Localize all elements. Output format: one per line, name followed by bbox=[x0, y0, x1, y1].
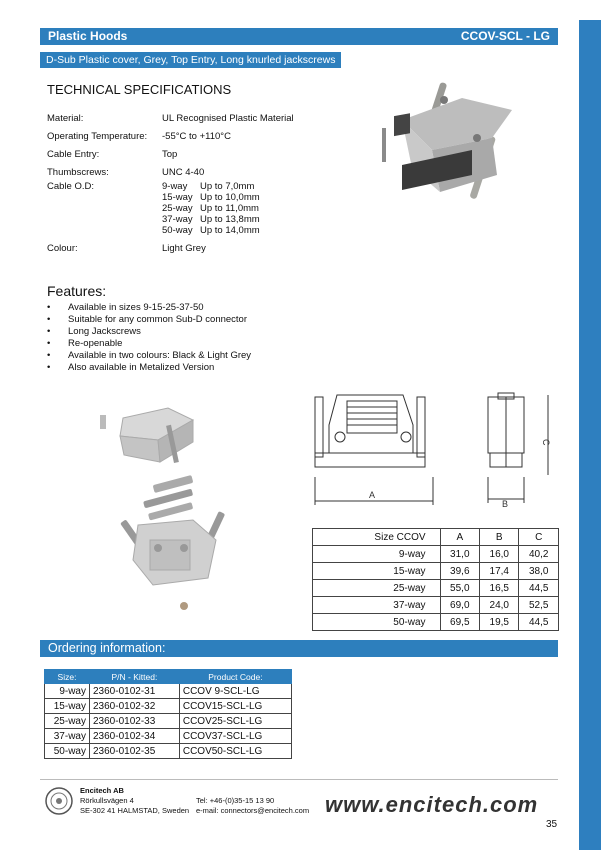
company-city: SE-302 41 HALMSTAD, Sweden bbox=[80, 806, 190, 815]
table-cell: 9-way bbox=[45, 684, 90, 699]
table-cell: 2360-0102-34 bbox=[90, 729, 180, 744]
table-cell: CCOV37-SCL-LG bbox=[179, 729, 291, 744]
feature-text: Suitable for any common Sub-D connector bbox=[68, 314, 248, 325]
ordering-table bbox=[44, 669, 292, 759]
cable-od-size: 25-way bbox=[162, 203, 193, 214]
website-link[interactable]: www.encitech.com bbox=[325, 792, 539, 817]
header-cell: Size CCOV bbox=[313, 529, 441, 546]
table-cell: 2360-0102-33 bbox=[90, 714, 180, 729]
bullet: • bbox=[47, 350, 51, 361]
dimension-label-b: B bbox=[502, 499, 509, 509]
table-cell: 44,5 bbox=[519, 580, 559, 597]
header-cell: Size: bbox=[45, 670, 90, 684]
side-bar-top bbox=[579, 0, 601, 20]
table-row bbox=[313, 597, 559, 614]
side-bar bbox=[579, 0, 601, 850]
bullet: • bbox=[47, 302, 51, 313]
subtitle-text: D-Sub Plastic cover, Grey, Top Entry, Long knurled jackscrews bbox=[46, 54, 336, 66]
table-row bbox=[45, 744, 292, 759]
table-cell: 16,5 bbox=[480, 580, 519, 597]
table-cell: 19,5 bbox=[480, 614, 519, 631]
table-cell: 39,6 bbox=[440, 563, 479, 580]
dimension-table bbox=[312, 528, 559, 631]
header-cell: Product Code: bbox=[179, 670, 291, 684]
cable-od-size: 37-way bbox=[162, 214, 193, 225]
feature-text: Re-openable bbox=[68, 338, 123, 349]
company-name: Encitech AB bbox=[80, 786, 124, 795]
cable-od-value: Up to 13,8mm bbox=[200, 214, 260, 225]
ordering-title: Ordering information: bbox=[48, 641, 166, 655]
table-row bbox=[45, 714, 292, 729]
table-cell: 44,5 bbox=[519, 614, 559, 631]
table-cell: 37-way bbox=[45, 729, 90, 744]
header-cell: A bbox=[440, 529, 479, 546]
cable-od-value: Up to 14,0mm bbox=[200, 225, 260, 236]
company-seal-icon bbox=[44, 786, 74, 816]
table-cell: 69,0 bbox=[440, 597, 479, 614]
table-cell: 38,0 bbox=[519, 563, 559, 580]
table-cell: 2360-0102-35 bbox=[90, 744, 180, 759]
company-email[interactable]: e-mail: connectors@encitech.com bbox=[196, 806, 310, 815]
spec-value-cable-entry: Top bbox=[162, 149, 178, 160]
dimension-label-c: C bbox=[541, 439, 551, 446]
table-cell: 15-way bbox=[313, 563, 441, 580]
dimension-label-a: A bbox=[369, 490, 376, 500]
bullet: • bbox=[47, 362, 51, 373]
table-cell: CCOV 9-SCL-LG bbox=[179, 684, 291, 699]
table-row bbox=[45, 729, 292, 744]
table-row bbox=[313, 546, 559, 563]
table-cell: 25-way bbox=[45, 714, 90, 729]
table-header-row bbox=[45, 670, 292, 684]
spec-label-thumbscrews: Thumbscrews: bbox=[47, 167, 109, 178]
table-cell: 50-way bbox=[313, 614, 441, 631]
feature-text: Long Jackscrews bbox=[68, 326, 141, 337]
table-cell: CCOV25-SCL-LG bbox=[179, 714, 291, 729]
bullet: • bbox=[47, 326, 51, 337]
table-cell: 55,0 bbox=[440, 580, 479, 597]
cable-od-value: Up to 7,0mm bbox=[200, 181, 255, 192]
header-bar bbox=[40, 28, 558, 45]
subtitle-bar bbox=[40, 52, 341, 68]
table-row bbox=[313, 563, 559, 580]
cable-od-value: Up to 10,0mm bbox=[200, 192, 260, 203]
feature-text: Available in sizes 9-15-25-37-50 bbox=[68, 302, 204, 313]
spec-label-material: Material: bbox=[47, 113, 84, 124]
footer-divider bbox=[40, 779, 558, 780]
spec-label-cable-od: Cable O.D: bbox=[47, 181, 94, 192]
spec-value-thumbscrews: UNC 4-40 bbox=[162, 167, 205, 178]
spec-label-cable-entry: Cable Entry: bbox=[47, 149, 100, 160]
company-phone: Tel: +46-(0)35-15 13 90 bbox=[196, 796, 275, 805]
technical-drawing-front bbox=[305, 385, 450, 510]
page-number: 35 bbox=[546, 819, 558, 830]
feature-text: Available in two colours: Black & Light Grey bbox=[68, 350, 252, 361]
cable-od-size: 15-way bbox=[162, 192, 193, 203]
table-cell: 25-way bbox=[313, 580, 441, 597]
spec-label-colour: Colour: bbox=[47, 243, 78, 254]
header-cell: B bbox=[480, 529, 519, 546]
spec-value-temperature: -55°C to +110°C bbox=[162, 131, 231, 142]
bullet: • bbox=[47, 314, 51, 325]
table-row bbox=[45, 684, 292, 699]
product-photo bbox=[372, 80, 552, 210]
table-cell: 31,0 bbox=[440, 546, 479, 563]
technical-drawing-side bbox=[480, 385, 560, 510]
company-street: Rörkullsvägen 4 bbox=[80, 796, 134, 805]
table-cell: 17,4 bbox=[480, 563, 519, 580]
table-row bbox=[45, 699, 292, 714]
cable-od-size: 50-way bbox=[162, 225, 193, 236]
table-cell: 15-way bbox=[45, 699, 90, 714]
table-cell: 9-way bbox=[313, 546, 441, 563]
table-cell: CCOV15-SCL-LG bbox=[179, 699, 291, 714]
spec-label-temperature: Operating Temperature: bbox=[47, 131, 148, 142]
header-cell: P/N - Kitted: bbox=[90, 670, 180, 684]
table-header-row bbox=[313, 529, 559, 546]
category-title: Plastic Hoods bbox=[48, 29, 128, 43]
table-cell: 40,2 bbox=[519, 546, 559, 563]
table-cell: 2360-0102-31 bbox=[90, 684, 180, 699]
table-cell: 69,5 bbox=[440, 614, 479, 631]
table-cell: 50-way bbox=[45, 744, 90, 759]
table-cell: 24,0 bbox=[480, 597, 519, 614]
feature-text: Also available in Metalized Version bbox=[68, 362, 215, 373]
table-cell: 16,0 bbox=[480, 546, 519, 563]
table-cell: 37-way bbox=[313, 597, 441, 614]
header-cell: C bbox=[519, 529, 559, 546]
tech-spec-title: TECHNICAL SPECIFICATIONS bbox=[47, 82, 232, 97]
table-row bbox=[313, 580, 559, 597]
product-code: CCOV-SCL - LG bbox=[460, 29, 550, 43]
cable-od-value: Up to 11,0mm bbox=[200, 203, 259, 214]
ordering-bar bbox=[40, 640, 558, 657]
exploded-view-photo bbox=[98, 400, 258, 615]
bullet: • bbox=[47, 338, 51, 349]
table-cell: 52,5 bbox=[519, 597, 559, 614]
table-cell: 2360-0102-32 bbox=[90, 699, 180, 714]
spec-value-material: UL Recognised Plastic Material bbox=[162, 113, 294, 124]
table-row bbox=[313, 614, 559, 631]
spec-value-colour: Light Grey bbox=[162, 243, 206, 254]
features-title: Features: bbox=[47, 283, 107, 299]
cable-od-size: 9-way bbox=[162, 181, 188, 192]
table-cell: CCOV50-SCL-LG bbox=[179, 744, 291, 759]
